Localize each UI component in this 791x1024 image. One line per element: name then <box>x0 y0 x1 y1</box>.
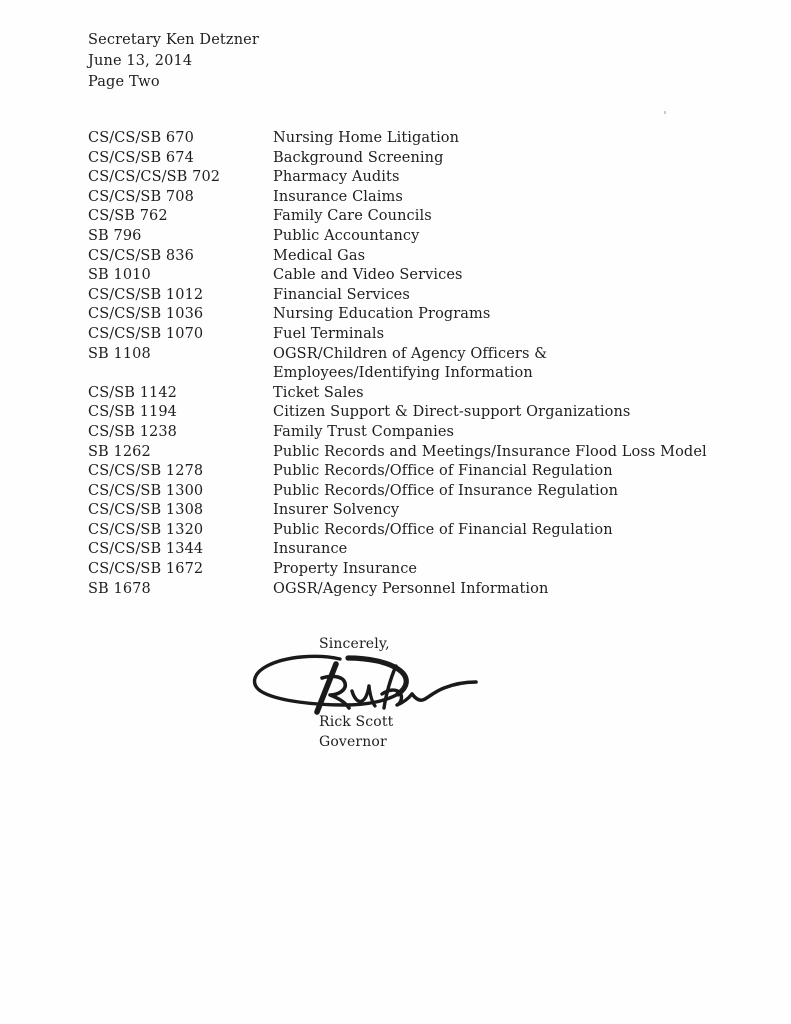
bill-title-line: Employees/Identifying Information <box>273 365 533 382</box>
bill-number: SB 1678 <box>88 580 151 597</box>
bill-number: CS/CS/SB 670 <box>88 130 194 146</box>
bill-row <box>88 403 728 423</box>
bill-title <box>273 501 728 521</box>
bill-title-line: Insurance <box>273 541 348 558</box>
bill-number: CS/CS/SB 1070 <box>88 325 204 342</box>
bill-title <box>273 266 728 286</box>
bill-row <box>88 266 728 286</box>
bill-title-line: Citizen Support & Direct-support Organizations <box>273 404 631 421</box>
bill-title <box>273 423 728 443</box>
bill-number: SB 1108 <box>88 345 151 362</box>
bill-row <box>88 188 728 208</box>
bill-row <box>88 168 728 188</box>
header-recipient: Secretary Ken Detzner <box>88 32 259 48</box>
bill-number: CS/CS/SB 1300 <box>88 482 204 499</box>
bill-title <box>273 462 728 482</box>
bill-title-line: Property Insurance <box>273 561 418 578</box>
bill-row <box>88 501 728 521</box>
bill-number: CS/CS/SB 1308 <box>88 502 204 519</box>
signature-block <box>319 712 393 752</box>
bill-number: CS/CS/SB 1012 <box>88 286 204 303</box>
bill-title <box>273 305 728 325</box>
bill-number: SB 1262 <box>88 443 151 460</box>
bill-number: CS/CS/SB 708 <box>88 188 194 205</box>
bill-title-line: Nursing Education Programs <box>273 306 491 323</box>
bill-title <box>273 540 728 560</box>
bill-title-line: Financial Services <box>273 286 410 303</box>
bill-title-line: Medical Gas <box>273 247 366 264</box>
bill-title-line: Public Accountancy <box>273 227 420 244</box>
header-page-label: Page Two <box>88 74 160 90</box>
bill-row <box>88 384 728 404</box>
scan-speck <box>664 111 666 114</box>
bill-number: CS/CS/SB 1672 <box>88 561 204 578</box>
bill-row <box>88 286 728 306</box>
bill-number: CS/SB 1194 <box>88 404 178 421</box>
signer-name: Rick Scott <box>319 714 394 730</box>
bill-list <box>88 129 728 599</box>
bill-title <box>273 443 728 463</box>
bill-number: CS/CS/SB 836 <box>88 247 194 264</box>
bill-title <box>273 247 728 267</box>
bill-number: CS/CS/SB 1278 <box>88 463 204 480</box>
bill-title-line: Insurance Claims <box>273 188 403 205</box>
bill-title <box>273 580 728 600</box>
letter-header <box>88 30 259 93</box>
bill-title-line: Background Screening <box>273 149 444 166</box>
bill-number: CS/CS/SB 674 <box>88 149 194 166</box>
bill-title-line: Ticket Sales <box>273 384 364 401</box>
bill-title <box>273 384 728 404</box>
bill-number: CS/CS/SB 1344 <box>88 541 204 558</box>
bill-title <box>273 129 728 149</box>
bill-row <box>88 521 728 541</box>
bill-title-line: Fuel Terminals <box>273 325 385 342</box>
signer-title: Governor <box>319 734 387 750</box>
bill-row <box>88 149 728 169</box>
bill-row <box>88 423 728 443</box>
bill-title-line: Insurer Solvency <box>273 502 400 519</box>
bill-title <box>273 403 728 423</box>
bill-title-line: Cable and Video Services <box>273 267 463 284</box>
bill-row <box>88 227 728 247</box>
bill-row <box>88 325 728 345</box>
bill-title <box>273 521 728 541</box>
bill-title <box>273 227 728 247</box>
bill-title <box>273 168 728 188</box>
bill-title <box>273 188 728 208</box>
bill-row <box>88 345 728 384</box>
bill-title-line: Public Records/Office of Insurance Regulation <box>273 482 619 499</box>
signature-image <box>248 650 488 718</box>
bill-title-line: Public Records/Office of Financial Regulation <box>273 463 613 480</box>
bill-number: CS/CS/SB 1036 <box>88 306 204 323</box>
bill-number: CS/SB 762 <box>88 208 168 225</box>
bill-title-line: Family Care Councils <box>273 208 432 225</box>
bill-row <box>88 305 728 325</box>
bill-number: CS/SB 1238 <box>88 423 178 440</box>
bill-title <box>273 560 728 580</box>
bill-title-line: Pharmacy Audits <box>273 169 400 186</box>
bill-number: SB 1010 <box>88 267 151 284</box>
bill-row <box>88 207 728 227</box>
bill-title-line: Public Records/Office of Financial Regulation <box>273 521 613 538</box>
bill-title <box>273 207 728 227</box>
bill-row <box>88 560 728 580</box>
bill-row <box>88 247 728 267</box>
bill-row <box>88 540 728 560</box>
bill-row <box>88 462 728 482</box>
bill-title <box>273 149 728 169</box>
header-date: June 13, 2014 <box>88 53 193 69</box>
bill-title <box>273 345 728 384</box>
bill-title-line: OGSR/Agency Personnel Information <box>273 580 549 597</box>
bill-title <box>273 325 728 345</box>
bill-title <box>273 286 728 306</box>
bill-title-line: Family Trust Companies <box>273 423 455 440</box>
closing-salutation: Sincerely, <box>319 636 390 652</box>
bill-number: SB 796 <box>88 227 142 244</box>
bill-row <box>88 482 728 502</box>
bill-row <box>88 129 728 149</box>
bill-title-line: OGSR/Children of Agency Officers & <box>273 345 548 362</box>
bill-number: CS/SB 1142 <box>88 384 178 401</box>
bill-number: CS/CS/SB 1320 <box>88 521 204 538</box>
bill-title <box>273 482 728 502</box>
bill-title-line: Nursing Home Litigation <box>273 130 460 146</box>
bill-row <box>88 443 728 463</box>
bill-row <box>88 580 728 600</box>
bill-number: CS/CS/CS/SB 702 <box>88 169 221 186</box>
bill-title-line: Public Records and Meetings/Insurance Flood Loss Model <box>273 443 707 460</box>
